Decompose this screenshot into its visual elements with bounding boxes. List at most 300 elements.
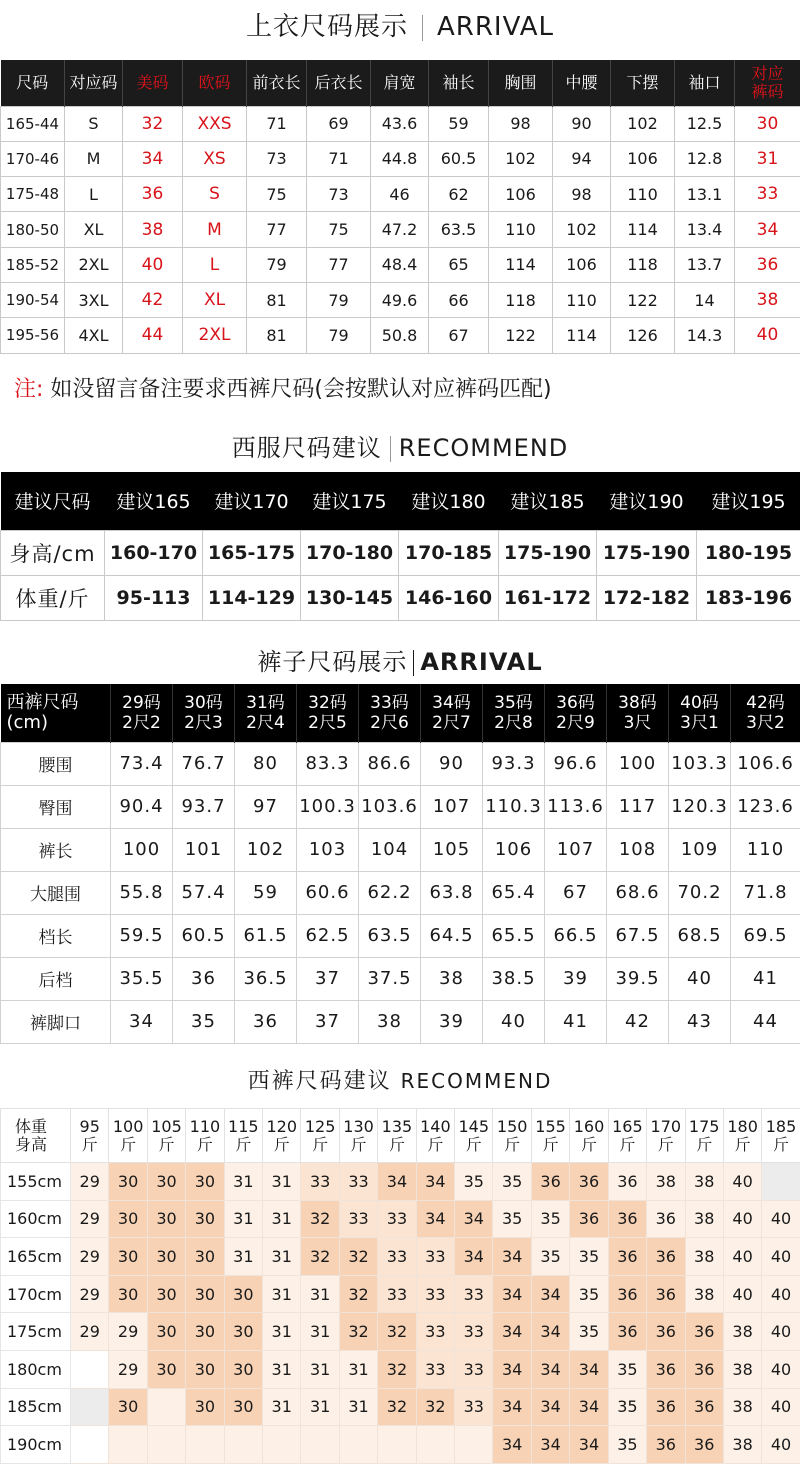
pants-size-note: [14, 372, 552, 403]
table-cell: 73.4: [111, 742, 173, 785]
size-cell: 32: [301, 1238, 339, 1276]
size-cell: [71, 1350, 109, 1388]
table-cell: 13.4: [675, 212, 735, 247]
size-cell: [263, 1426, 301, 1464]
table-cell: 40: [735, 318, 800, 353]
size-cell: [71, 1426, 109, 1464]
size-cell: 34: [531, 1350, 569, 1388]
size-cell: 40: [762, 1238, 800, 1276]
table-cell: L: [183, 247, 247, 282]
size-cell: 30: [109, 1238, 147, 1276]
table-cell: 107: [545, 828, 607, 871]
table-row: [1, 212, 800, 247]
table-cell: 100.3: [297, 785, 359, 828]
table-cell: 37: [297, 957, 359, 1000]
table-cell: 94: [553, 141, 611, 176]
table-cell: 93.3: [483, 742, 545, 785]
table-cell: 101: [173, 828, 235, 871]
table-cell: 39: [545, 957, 607, 1000]
table-cell: 36: [735, 247, 800, 282]
size-cell: 32: [339, 1275, 377, 1313]
table-cell: 62.2: [359, 871, 421, 914]
weight-header: [531, 1109, 569, 1163]
table-cell: 130-145: [301, 575, 399, 620]
suit-recommend-table: [0, 472, 800, 621]
table-cell: 身高/cm: [1, 530, 105, 575]
size-cell: 40: [762, 1200, 800, 1238]
height-label: 190cm: [1, 1426, 71, 1464]
size-cell: 31: [339, 1350, 377, 1388]
size-cell: 31: [263, 1350, 301, 1388]
table-cell: 180-50: [1, 212, 65, 247]
column-header: 建议170: [203, 472, 301, 530]
weight-header: [762, 1109, 800, 1163]
header-text: 对应: [751, 63, 784, 83]
height-label: 155cm: [1, 1163, 71, 1201]
table-cell: 35: [173, 1000, 235, 1043]
section3-title: [0, 642, 800, 677]
table-cell: 80: [235, 742, 297, 785]
table-cell: 71: [307, 141, 371, 176]
weight-value: 150: [496, 1116, 528, 1136]
size-cell: 38: [685, 1200, 723, 1238]
header-text: 30码: [184, 692, 223, 713]
size-cell: 38: [685, 1275, 723, 1313]
size-cell: 34: [531, 1388, 569, 1426]
table-row: [1, 247, 800, 282]
table-cell: 38.5: [483, 957, 545, 1000]
column-header: [359, 684, 421, 742]
weight-unit: 斤: [196, 1134, 213, 1154]
table-cell: 35.5: [111, 957, 173, 1000]
table-cell: 190-54: [1, 282, 65, 317]
size-cell: 35: [570, 1275, 608, 1313]
size-cell: [186, 1426, 224, 1464]
table-row: [1, 914, 800, 957]
size-cell: 34: [570, 1388, 608, 1426]
table-cell: 180-195: [697, 530, 800, 575]
column-header: [183, 60, 247, 106]
table-cell: 64.5: [421, 914, 483, 957]
header-text: 42码: [746, 692, 785, 713]
size-cell: 36: [685, 1350, 723, 1388]
weight-unit: 斤: [81, 1134, 98, 1154]
size-cell: [762, 1163, 800, 1201]
size-cell: 31: [263, 1238, 301, 1276]
column-header: [669, 684, 731, 742]
table-cell: 67: [545, 871, 607, 914]
table-cell: 106: [611, 141, 675, 176]
table-cell: 37.5: [359, 957, 421, 1000]
size-cell: 40: [723, 1163, 761, 1201]
table-cell: 90: [553, 106, 611, 141]
table-cell: 60.5: [429, 141, 489, 176]
table-cell: 65.4: [483, 871, 545, 914]
column-header: [429, 60, 489, 106]
table-cell: 36: [235, 1000, 297, 1043]
header-text: 下摆: [626, 72, 659, 92]
table-row: [1, 742, 800, 785]
table-row: [1, 871, 800, 914]
size-cell: 38: [685, 1238, 723, 1276]
column-header: [111, 684, 173, 742]
table-cell: 39.5: [607, 957, 669, 1000]
size-cell: 35: [608, 1388, 646, 1426]
size-cell: 30: [186, 1388, 224, 1426]
pants-recommend-grid: [0, 1108, 800, 1464]
weight-value: 135: [381, 1116, 413, 1136]
grid-row: [1, 1200, 800, 1238]
title-divider: [422, 15, 423, 41]
table-cell: XL: [65, 212, 123, 247]
table-cell: 90.4: [111, 785, 173, 828]
size-cell: 30: [186, 1275, 224, 1313]
header-text: 胸围: [504, 72, 537, 92]
weight-value: 130: [343, 1116, 374, 1136]
table-cell: 106.6: [731, 742, 800, 785]
header-text: 40码: [680, 692, 719, 713]
header-text: 前衣长: [252, 72, 301, 92]
column-header: 建议195: [697, 472, 800, 530]
size-cell: 33: [416, 1350, 454, 1388]
size-cell: 30: [186, 1200, 224, 1238]
table-cell: 81: [247, 318, 307, 353]
table-cell: 腰围: [1, 742, 111, 785]
weight-header: [378, 1109, 416, 1163]
column-header: [483, 684, 545, 742]
size-cell: 30: [186, 1350, 224, 1388]
table-cell: 裤长: [1, 828, 111, 871]
grid-row: [1, 1238, 800, 1276]
table-cell: 后档: [1, 957, 111, 1000]
column-header: [1, 60, 65, 106]
column-header: [65, 60, 123, 106]
size-cell: [147, 1426, 185, 1464]
table-cell: 103.6: [359, 785, 421, 828]
weight-value: 175: [688, 1116, 720, 1136]
table-row: [1, 828, 800, 871]
weight-header: [186, 1109, 224, 1163]
table-row: [1, 282, 800, 317]
table-cell: 34: [735, 212, 800, 247]
header-text: 32码: [308, 692, 347, 713]
table-cell: 48.4: [371, 247, 429, 282]
column-header: [235, 684, 297, 742]
table-cell: 120.3: [669, 785, 731, 828]
size-cell: 40: [762, 1275, 800, 1313]
size-cell: 31: [263, 1313, 301, 1351]
size-cell: 36: [608, 1275, 646, 1313]
weight-unit: 斤: [619, 1134, 636, 1154]
header-text: 3尺: [623, 712, 652, 733]
header-text: 身高: [15, 1134, 48, 1154]
header-text: 尺码: [16, 72, 49, 92]
size-cell: 33: [378, 1200, 416, 1238]
size-cell: 34: [493, 1388, 531, 1426]
weight-header: [723, 1109, 761, 1163]
table-cell: 38: [735, 282, 800, 317]
table-cell: 123.6: [731, 785, 800, 828]
table-header-row: [1, 1109, 800, 1163]
size-cell: 30: [224, 1350, 262, 1388]
header-text: 后衣长: [314, 72, 363, 92]
size-cell: 33: [416, 1275, 454, 1313]
weight-header: [71, 1109, 109, 1163]
weight-header: [455, 1109, 493, 1163]
table-cell: 69.5: [731, 914, 800, 957]
pants-size-table: [0, 684, 800, 1044]
size-cell: 36: [570, 1200, 608, 1238]
size-cell: 32: [378, 1388, 416, 1426]
table-cell: 40: [669, 957, 731, 1000]
weight-value: 145: [458, 1116, 490, 1136]
header-text: 2尺3: [184, 712, 223, 733]
size-cell: 40: [762, 1313, 800, 1351]
table-cell: 96.6: [545, 742, 607, 785]
size-cell: [455, 1426, 493, 1464]
table-cell: XL: [183, 282, 247, 317]
table-cell: 76.7: [173, 742, 235, 785]
size-cell: 29: [71, 1200, 109, 1238]
table-cell: 175-190: [499, 530, 597, 575]
size-cell: 30: [186, 1238, 224, 1276]
table-cell: 102: [553, 212, 611, 247]
table-cell: 40: [483, 1000, 545, 1043]
table-cell: 大腿围: [1, 871, 111, 914]
table-cell: 113.6: [545, 785, 607, 828]
size-cell: 36: [647, 1313, 685, 1351]
column-header: 建议175: [301, 472, 399, 530]
table-cell: 117: [607, 785, 669, 828]
size-cell: [224, 1426, 262, 1464]
table-cell: 59.5: [111, 914, 173, 957]
table-cell: 79: [307, 318, 371, 353]
column-header: [489, 60, 553, 106]
column-header: [307, 60, 371, 106]
section4-title: [0, 1064, 800, 1095]
grid-row: [1, 1275, 800, 1313]
table-row: [1, 106, 800, 141]
table-cell: 79: [247, 247, 307, 282]
section2-title: [0, 428, 800, 463]
size-cell: 30: [186, 1313, 224, 1351]
size-cell: 29: [71, 1238, 109, 1276]
column-header: [735, 60, 800, 106]
table-cell: 93.7: [173, 785, 235, 828]
size-cell: 36: [531, 1163, 569, 1201]
size-cell: 40: [762, 1350, 800, 1388]
table-cell: 175-190: [597, 530, 697, 575]
size-cell: 36: [647, 1350, 685, 1388]
header-text: 31码: [246, 692, 285, 713]
section2-title-cn: 西服尺码建议: [231, 434, 382, 462]
size-cell: 34: [493, 1350, 531, 1388]
header-text: 西裤尺码: [6, 691, 79, 713]
weight-unit: 斤: [465, 1134, 482, 1154]
header-text: 对应码: [69, 72, 118, 92]
grid-row: [1, 1350, 800, 1388]
table-cell: 98: [489, 106, 553, 141]
size-cell: 33: [455, 1313, 493, 1351]
weight-value: 115: [228, 1116, 259, 1136]
table-cell: 98: [553, 177, 611, 212]
table-cell: 110: [553, 282, 611, 317]
header-text: 2尺5: [308, 712, 347, 733]
top-size-table: [0, 60, 800, 354]
column-header: [173, 684, 235, 742]
size-cell: [378, 1426, 416, 1464]
table-cell: 34: [111, 1000, 173, 1043]
section1-title-cn: 上衣尺码展示: [246, 12, 409, 42]
column-header: [675, 60, 735, 106]
table-row: [1, 575, 800, 620]
header-text: 肩宽: [383, 72, 416, 92]
size-cell: 30: [186, 1163, 224, 1201]
weight-value: 140: [420, 1116, 451, 1136]
grid-row: [1, 1163, 800, 1201]
section3-title-cn: 裤子尺码展示: [257, 648, 408, 676]
table-cell: 100: [607, 742, 669, 785]
table-cell: 13.1: [675, 177, 735, 212]
table-cell: 105: [421, 828, 483, 871]
table-cell: 107: [421, 785, 483, 828]
column-header: [1, 684, 111, 742]
size-cell: 34: [378, 1163, 416, 1201]
table-cell: 42: [123, 282, 183, 317]
corner-header: [1, 1109, 71, 1163]
table-row: [1, 530, 800, 575]
table-cell: XS: [183, 141, 247, 176]
height-label: 185cm: [1, 1388, 71, 1426]
table-cell: S: [183, 177, 247, 212]
size-cell: 34: [455, 1238, 493, 1276]
table-row: [1, 141, 800, 176]
size-cell: 35: [570, 1238, 608, 1276]
size-cell: 31: [224, 1238, 262, 1276]
table-cell: 114: [489, 247, 553, 282]
size-cell: 30: [224, 1313, 262, 1351]
weight-header: [339, 1109, 377, 1163]
grid-row: [1, 1313, 800, 1351]
size-cell: 38: [723, 1388, 761, 1426]
table-cell: 63.5: [429, 212, 489, 247]
column-header: [297, 684, 359, 742]
weight-header: [493, 1109, 531, 1163]
size-cell: 40: [723, 1275, 761, 1313]
header-text: 中腰: [565, 72, 598, 92]
table-cell: 40: [123, 247, 183, 282]
size-cell: 31: [263, 1163, 301, 1201]
header-text: 体重: [15, 1116, 48, 1136]
size-cell: 35: [455, 1163, 493, 1201]
weight-unit: 斤: [350, 1134, 367, 1154]
table-cell: 104: [359, 828, 421, 871]
column-header: [731, 684, 800, 742]
table-cell: 172-182: [597, 575, 697, 620]
note-text: 如没留言备注要求西裤尺码(会按默认对应裤码匹配): [43, 377, 552, 402]
header-text: 袖长: [442, 72, 475, 92]
size-cell: 29: [71, 1275, 109, 1313]
size-cell: 36: [647, 1275, 685, 1313]
column-header: [553, 60, 611, 106]
weight-value: 125: [304, 1116, 336, 1136]
table-cell: 114: [611, 212, 675, 247]
size-cell: 36: [647, 1200, 685, 1238]
table-cell: 39: [421, 1000, 483, 1043]
size-cell: [301, 1426, 339, 1464]
table-cell: 44: [123, 318, 183, 353]
table-cell: 66: [429, 282, 489, 317]
header-text: 袖口: [688, 72, 721, 92]
header-text: 欧码: [198, 72, 231, 92]
table-cell: 50.8: [371, 318, 429, 353]
size-cell: 32: [416, 1388, 454, 1426]
weight-unit: 斤: [696, 1134, 713, 1154]
weight-value: 95: [79, 1116, 100, 1136]
table-cell: 102: [235, 828, 297, 871]
column-header: [371, 60, 429, 106]
size-cell: 33: [339, 1163, 377, 1201]
table-cell: 110: [489, 212, 553, 247]
size-cell: 31: [263, 1200, 301, 1238]
size-cell: 30: [109, 1200, 147, 1238]
table-cell: 86.6: [359, 742, 421, 785]
size-cell: 40: [723, 1200, 761, 1238]
size-cell: 35: [531, 1238, 569, 1276]
size-cell: 35: [531, 1200, 569, 1238]
section1-title: [0, 6, 800, 43]
table-cell: 160-170: [105, 530, 203, 575]
table-cell: 14: [675, 282, 735, 317]
weight-unit: 斤: [580, 1134, 597, 1154]
table-cell: 38: [421, 957, 483, 1000]
weight-header: [224, 1109, 262, 1163]
size-cell: 33: [378, 1238, 416, 1276]
table-cell: 102: [489, 141, 553, 176]
weight-value: 185: [765, 1116, 797, 1136]
table-cell: 65: [429, 247, 489, 282]
table-cell: 59: [429, 106, 489, 141]
header-text: 2尺4: [246, 712, 285, 733]
size-cell: 31: [301, 1275, 339, 1313]
section2-title-en: RECOMMEND: [398, 434, 569, 462]
size-cell: 35: [608, 1350, 646, 1388]
size-cell: 38: [723, 1350, 761, 1388]
size-cell: 36: [608, 1238, 646, 1276]
size-cell: 31: [301, 1350, 339, 1388]
column-header: [607, 684, 669, 742]
size-cell: 29: [109, 1350, 147, 1388]
weight-unit: 斤: [773, 1134, 790, 1154]
note-lead: 注:: [14, 377, 44, 402]
table-cell: 75: [307, 212, 371, 247]
size-cell: 34: [570, 1426, 608, 1464]
column-header: 建议尺码: [1, 472, 105, 530]
size-cell: 33: [455, 1350, 493, 1388]
size-cell: 36: [647, 1238, 685, 1276]
weight-header: [685, 1109, 723, 1163]
header-text: 38码: [618, 692, 657, 713]
table-cell: 126: [611, 318, 675, 353]
table-cell: 161-172: [499, 575, 597, 620]
table-cell: 体重/斤: [1, 575, 105, 620]
weight-header: [647, 1109, 685, 1163]
header-text: 33码: [370, 692, 409, 713]
table-cell: 32: [123, 106, 183, 141]
weight-value: 155: [535, 1116, 566, 1136]
size-cell: 31: [339, 1388, 377, 1426]
weight-unit: 斤: [657, 1134, 674, 1154]
